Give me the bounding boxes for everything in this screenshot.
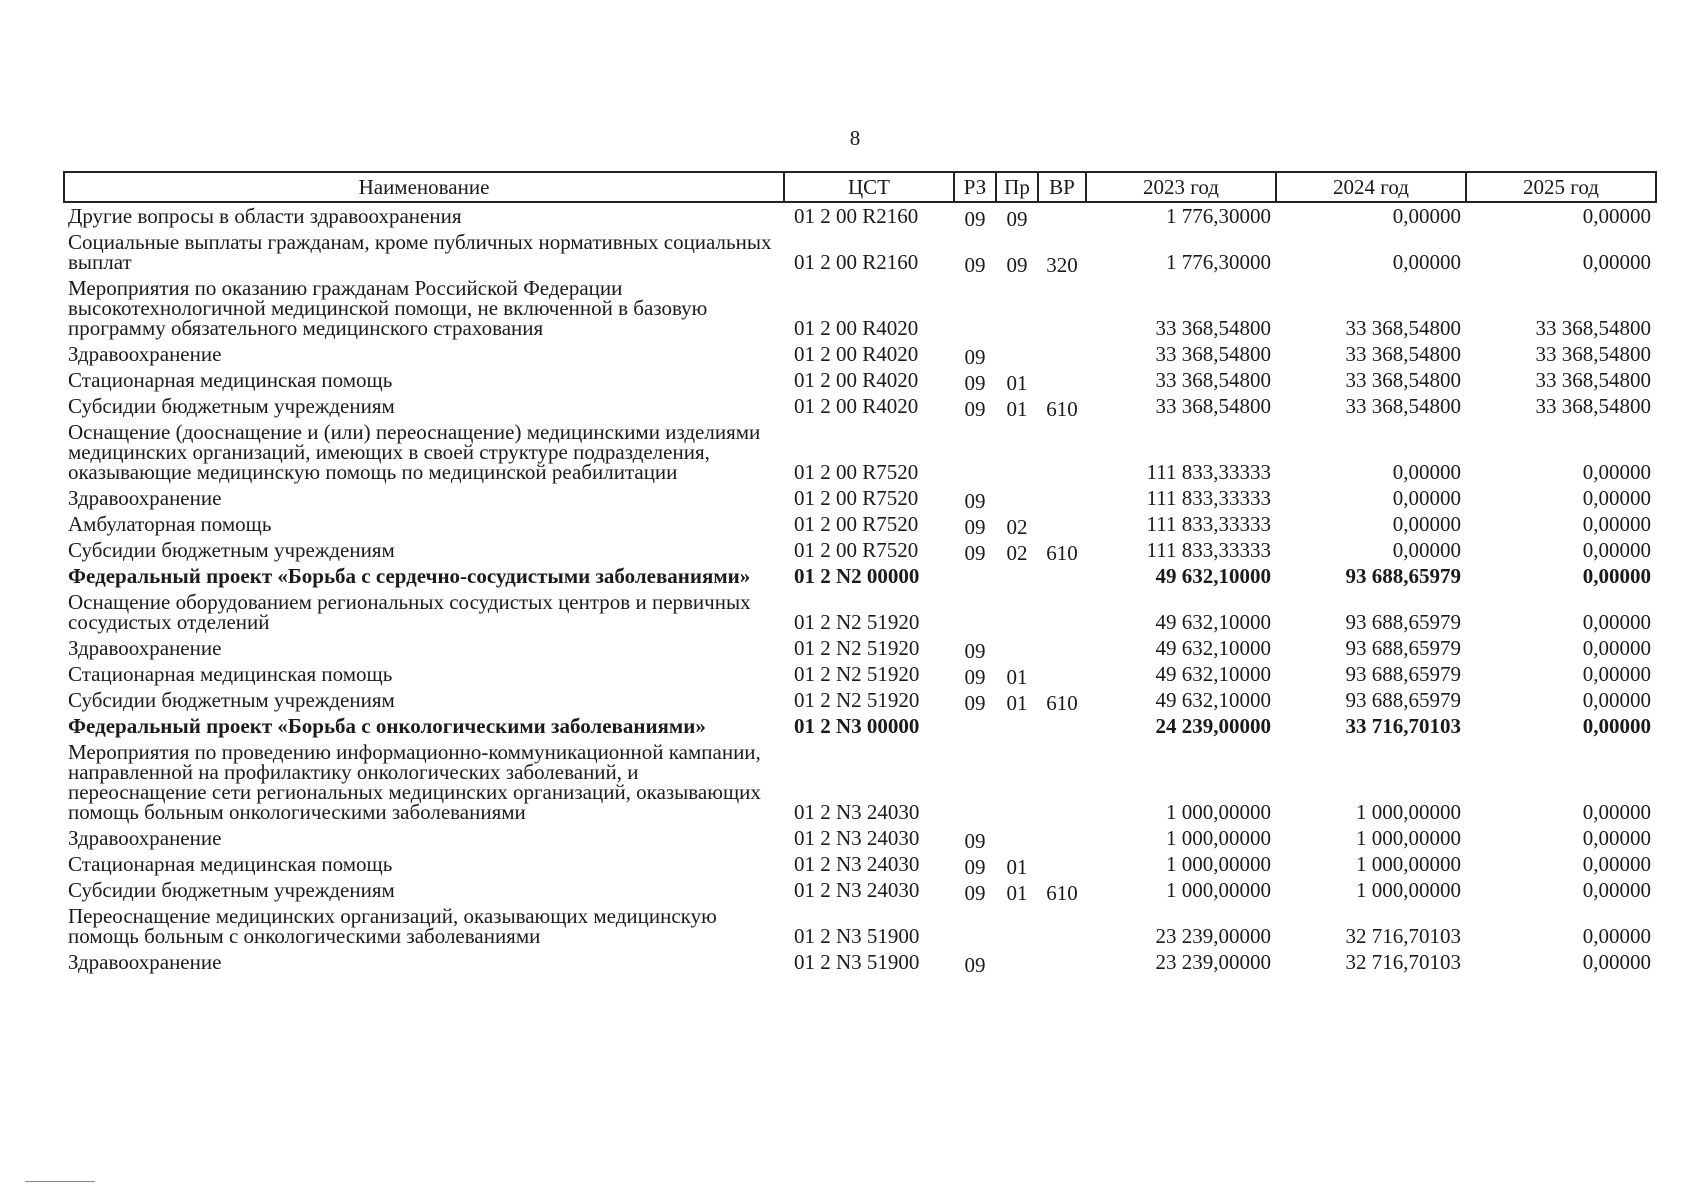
row-2024: 0,00000 <box>1392 250 1461 274</box>
row-vr <box>1038 635 1086 661</box>
row-2024: 93 688,65979 <box>1345 636 1461 660</box>
row-2024: 0,00000 <box>1392 512 1461 536</box>
row-2023: 33 368,54800 <box>1155 394 1271 418</box>
row-pr: 01 <box>1006 665 1028 689</box>
row-cst: 01 2 00 R4020 <box>794 316 919 340</box>
row-rz: 09 <box>964 515 986 539</box>
row-2023: 49 632,10000 <box>1155 610 1271 634</box>
row-2023: 49 632,10000 <box>1155 662 1271 686</box>
row-2024: 0,00000 <box>1392 486 1461 510</box>
row-2023: 24 239,00000 <box>1155 714 1271 738</box>
row-rz: 09 <box>964 345 986 369</box>
table-row <box>64 485 1656 511</box>
row-2024: 1 000,00000 <box>1356 800 1461 824</box>
row-rz: 09 <box>964 639 986 663</box>
row-vr <box>1038 341 1086 367</box>
row-2025: 0,00000 <box>1582 950 1651 974</box>
row-2025: 0,00000 <box>1582 204 1651 228</box>
row-name: Социальные выплаты гражданам, кроме публичных нормативных социальных выплат <box>68 230 772 274</box>
row-cst: 01 2 N3 24030 <box>794 852 920 876</box>
row-name: Субсидии бюджетным учреждениям <box>68 688 395 712</box>
header-name: Наименование <box>64 172 784 202</box>
row-2024: 33 716,70103 <box>1345 714 1461 738</box>
table-row <box>64 341 1656 367</box>
row-cst: 01 2 N3 24030 <box>794 878 920 902</box>
row-cst: 01 2 00 R2160 <box>794 250 919 274</box>
row-2023: 1 776,30000 <box>1166 204 1271 228</box>
row-2023: 1 000,00000 <box>1166 852 1271 876</box>
row-pr: 09 <box>1006 253 1028 277</box>
row-2024: 33 368,54800 <box>1345 342 1461 366</box>
table-row <box>64 537 1656 563</box>
row-2025: 0,00000 <box>1582 924 1651 948</box>
row-2024: 1 000,00000 <box>1356 878 1461 902</box>
row-2025: 0,00000 <box>1582 714 1651 738</box>
row-vr <box>1038 713 1086 739</box>
row-2023: 23 239,00000 <box>1155 924 1271 948</box>
row-rz: 09 <box>964 855 986 879</box>
header-2025: 2025 год <box>1466 172 1656 202</box>
row-name: Субсидии бюджетным учреждениям <box>68 878 395 902</box>
row-cst: 01 2 00 R7520 <box>794 460 919 484</box>
table-row <box>64 511 1656 537</box>
row-rz: 09 <box>964 207 986 231</box>
row-vr <box>1038 851 1086 877</box>
table-row <box>64 661 1656 687</box>
row-name: Амбулаторная помощь <box>68 512 272 536</box>
row-pr: 01 <box>1006 855 1028 879</box>
table-row <box>64 202 1656 229</box>
row-2023: 1 000,00000 <box>1166 800 1271 824</box>
row-name: Здравоохранение <box>68 486 222 510</box>
row-pr <box>996 589 1038 635</box>
row-2023: 49 632,10000 <box>1155 564 1271 588</box>
row-name: Стационарная медицинская помощь <box>68 368 393 392</box>
row-cst: 01 2 00 R4020 <box>794 394 919 418</box>
row-pr <box>996 419 1038 485</box>
row-rz: 09 <box>964 397 986 421</box>
row-pr <box>996 949 1038 975</box>
row-pr <box>996 563 1038 589</box>
row-rz: 09 <box>964 881 986 905</box>
table-body <box>64 202 1656 975</box>
row-2024: 1 000,00000 <box>1356 826 1461 850</box>
row-2025: 0,00000 <box>1582 486 1651 510</box>
table-row <box>64 589 1656 635</box>
table-row <box>64 851 1656 877</box>
footer-divider <box>25 1181 95 1182</box>
row-name: Переоснащение медицинских организаций, оказывающих медицинскую помощь больным с онкологическими заболеваниями <box>68 904 717 948</box>
row-cst: 01 2 N3 24030 <box>794 826 920 850</box>
row-vr: 610 <box>1046 397 1078 421</box>
row-2025: 0,00000 <box>1582 460 1651 484</box>
row-2025: 0,00000 <box>1582 610 1651 634</box>
row-rz: 09 <box>964 253 986 277</box>
header-rz: РЗ <box>954 172 996 202</box>
row-2024: 0,00000 <box>1392 460 1461 484</box>
row-name: Субсидии бюджетным учреждениям <box>68 538 395 562</box>
row-rz <box>954 739 996 825</box>
row-2024: 0,00000 <box>1392 538 1461 562</box>
row-name: Здравоохранение <box>68 342 222 366</box>
row-2025: 0,00000 <box>1582 688 1651 712</box>
header-2024: 2024 год <box>1276 172 1466 202</box>
row-2023: 1 000,00000 <box>1166 826 1271 850</box>
row-vr <box>1038 825 1086 851</box>
row-pr <box>996 485 1038 511</box>
row-pr: 01 <box>1006 397 1028 421</box>
row-pr <box>996 275 1038 341</box>
table-row <box>64 825 1656 851</box>
row-2024: 93 688,65979 <box>1345 610 1461 634</box>
header-vr: ВР <box>1038 172 1086 202</box>
row-2025: 0,00000 <box>1582 250 1651 274</box>
row-cst: 01 2 N3 51900 <box>794 950 920 974</box>
row-cst: 01 2 N3 00000 <box>794 714 920 738</box>
row-rz <box>954 563 996 589</box>
row-name: Федеральный проект «Борьба с онкологическими заболеваниями» <box>68 714 706 738</box>
row-rz: 09 <box>964 665 986 689</box>
row-name: Мероприятия по проведению информационно-коммуникационной кампании, направленной на профилактику онкологических заболеваний, и переоснащение сети региональных медицинских организаций, оказывающих помощь больным онкологическими заболеваниями <box>68 740 761 824</box>
row-rz <box>954 713 996 739</box>
row-name: Здравоохранение <box>68 636 222 660</box>
table-row-section <box>64 713 1656 739</box>
row-2024: 93 688,65979 <box>1345 688 1461 712</box>
row-name: Федеральный проект «Борьба с сердечно-сосудистыми заболеваниями» <box>68 564 751 588</box>
row-name: Здравоохранение <box>68 826 222 850</box>
row-2025: 33 368,54800 <box>1535 316 1651 340</box>
row-2023: 33 368,54800 <box>1155 316 1271 340</box>
row-2025: 0,00000 <box>1582 564 1651 588</box>
row-cst: 01 2 00 R4020 <box>794 368 919 392</box>
row-2024: 33 368,54800 <box>1345 394 1461 418</box>
row-2025: 0,00000 <box>1582 852 1651 876</box>
row-cst: 01 2 00 R4020 <box>794 342 919 366</box>
row-cst: 01 2 N2 00000 <box>794 564 920 588</box>
row-name: Другие вопросы в области здравоохранения <box>68 204 462 228</box>
row-2024: 32 716,70103 <box>1345 924 1461 948</box>
table-row <box>64 275 1656 341</box>
table-row <box>64 419 1656 485</box>
row-cst: 01 2 N2 51920 <box>794 610 920 634</box>
row-2025: 0,00000 <box>1582 826 1651 850</box>
row-2023: 33 368,54800 <box>1155 368 1271 392</box>
row-vr: 610 <box>1046 881 1078 905</box>
row-2024: 32 716,70103 <box>1345 950 1461 974</box>
row-2025: 0,00000 <box>1582 538 1651 562</box>
row-vr <box>1038 949 1086 975</box>
row-2025: 0,00000 <box>1582 636 1651 660</box>
row-2025: 33 368,54800 <box>1535 394 1651 418</box>
row-pr <box>996 341 1038 367</box>
header-cst: ЦСТ <box>784 172 954 202</box>
row-2024: 1 000,00000 <box>1356 852 1461 876</box>
table-row <box>64 393 1656 419</box>
row-vr <box>1038 739 1086 825</box>
header-2023: 2023 год <box>1086 172 1276 202</box>
row-cst: 01 2 N3 51900 <box>794 924 920 948</box>
row-vr <box>1038 511 1086 537</box>
row-name: Оснащение оборудованием региональных сосудистых центров и первичных сосудистых отделений <box>68 590 751 634</box>
row-2023: 33 368,54800 <box>1155 342 1271 366</box>
row-vr <box>1038 563 1086 589</box>
row-pr: 02 <box>1006 515 1028 539</box>
row-2024: 33 368,54800 <box>1345 368 1461 392</box>
row-rz: 09 <box>964 691 986 715</box>
row-vr <box>1038 589 1086 635</box>
row-name: Стационарная медицинская помощь <box>68 662 393 686</box>
row-2023: 49 632,10000 <box>1155 688 1271 712</box>
row-2023: 1 000,00000 <box>1166 878 1271 902</box>
header-pr: Пр <box>996 172 1038 202</box>
row-2024: 93 688,65979 <box>1345 564 1461 588</box>
row-2024: 0,00000 <box>1392 204 1461 228</box>
row-2023: 111 833,33333 <box>1146 486 1271 510</box>
row-2025: 0,00000 <box>1582 878 1651 902</box>
row-pr: 09 <box>1006 207 1028 231</box>
table-row <box>64 229 1656 275</box>
table-row <box>64 635 1656 661</box>
row-cst: 01 2 00 R7520 <box>794 538 919 562</box>
row-2025: 0,00000 <box>1582 662 1651 686</box>
row-vr: 320 <box>1046 253 1078 277</box>
row-vr <box>1038 903 1086 949</box>
row-name: Оснащение (дооснащение и (или) переоснащение) медицинскими изделиями медицинских организаций, имеющих в своей структуре подразделения, оказывающие медицинскую помощь по медицинской реабилитации <box>68 420 761 484</box>
row-pr: 01 <box>1006 691 1028 715</box>
row-rz <box>954 903 996 949</box>
row-2025: 33 368,54800 <box>1535 342 1651 366</box>
row-vr <box>1038 275 1086 341</box>
row-name: Мероприятия по оказанию гражданам Российской Федерации высокотехнологичной медицинской помощи, не включенной в базовую программу обязательного медицинского страхования <box>68 276 708 340</box>
row-pr <box>996 739 1038 825</box>
row-vr <box>1038 485 1086 511</box>
row-rz <box>954 589 996 635</box>
row-cst: 01 2 00 R7520 <box>794 512 919 536</box>
row-name: Здравоохранение <box>68 950 222 974</box>
row-2023: 1 776,30000 <box>1166 250 1271 274</box>
row-rz <box>954 275 996 341</box>
row-2023: 111 833,33333 <box>1146 460 1271 484</box>
table-row-section <box>64 563 1656 589</box>
row-pr <box>996 825 1038 851</box>
row-2023: 111 833,33333 <box>1146 538 1271 562</box>
row-2025: 0,00000 <box>1582 512 1651 536</box>
row-vr <box>1038 367 1086 393</box>
row-2025: 33 368,54800 <box>1535 368 1651 392</box>
row-cst: 01 2 N2 51920 <box>794 662 920 686</box>
row-2024: 33 368,54800 <box>1345 316 1461 340</box>
row-rz: 09 <box>964 371 986 395</box>
table-row <box>64 367 1656 393</box>
row-pr: 02 <box>1006 541 1028 565</box>
table-header-row <box>64 172 1656 202</box>
row-vr <box>1038 202 1086 229</box>
table-row <box>64 687 1656 713</box>
row-rz: 09 <box>964 541 986 565</box>
table-row <box>64 903 1656 949</box>
row-pr: 01 <box>1006 881 1028 905</box>
row-vr: 610 <box>1046 541 1078 565</box>
row-pr <box>996 635 1038 661</box>
row-rz <box>954 419 996 485</box>
row-cst: 01 2 N2 51920 <box>794 688 920 712</box>
row-2024: 93 688,65979 <box>1345 662 1461 686</box>
row-rz: 09 <box>964 953 986 977</box>
row-2023: 111 833,33333 <box>1146 512 1271 536</box>
row-cst: 01 2 N2 51920 <box>794 636 920 660</box>
row-cst: 01 2 00 R7520 <box>794 486 919 510</box>
table-row <box>64 949 1656 975</box>
table-row <box>64 739 1656 825</box>
page-number: 8 <box>849 126 861 150</box>
row-2023: 49 632,10000 <box>1155 636 1271 660</box>
table-row <box>64 877 1656 903</box>
row-rz: 09 <box>964 829 986 853</box>
row-pr <box>996 903 1038 949</box>
row-vr <box>1038 661 1086 687</box>
row-2023: 23 239,00000 <box>1155 950 1271 974</box>
row-rz: 09 <box>964 489 986 513</box>
row-cst: 01 2 N3 24030 <box>794 800 920 824</box>
row-name: Субсидии бюджетным учреждениям <box>68 394 395 418</box>
row-vr <box>1038 419 1086 485</box>
budget-table <box>63 171 1657 975</box>
row-pr: 01 <box>1006 371 1028 395</box>
row-cst: 01 2 00 R2160 <box>794 204 919 228</box>
row-vr: 610 <box>1046 691 1078 715</box>
row-name: Стационарная медицинская помощь <box>68 852 393 876</box>
row-2025: 0,00000 <box>1582 800 1651 824</box>
row-pr <box>996 713 1038 739</box>
